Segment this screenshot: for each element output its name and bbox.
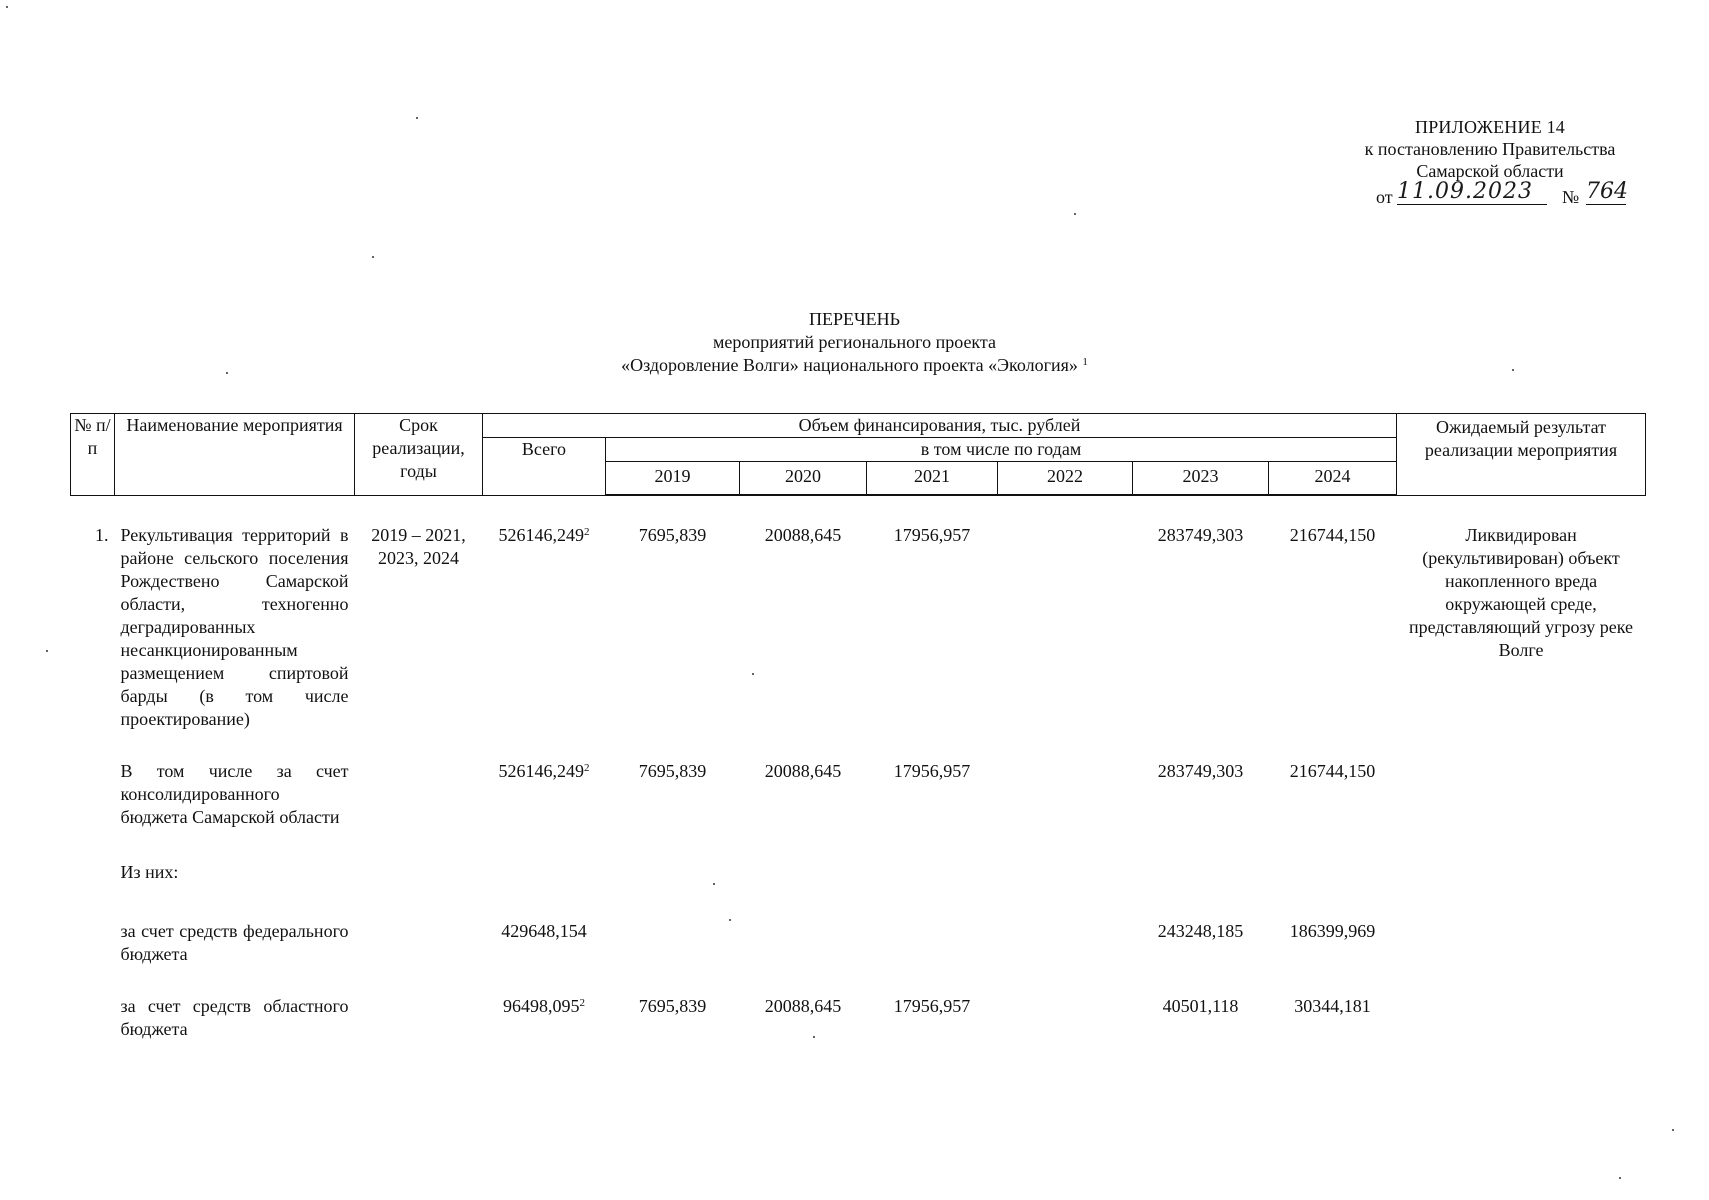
scan-speck: [46, 650, 48, 652]
header-num: № п/п: [71, 414, 115, 496]
decree-number: 764: [1586, 179, 1628, 204]
scan-speck: [416, 117, 418, 119]
row-2020: [740, 920, 867, 966]
row-name: Рекультивация территорий в районе сельского поселения Рождествено Самарской области, техногенно деградированных несанкционированным размещением спиртовой барды (в том числе проектирование): [120, 525, 349, 729]
row-2023: 283749,303: [1157, 525, 1244, 545]
row-index: [71, 760, 115, 829]
row-period: 2019 – 2021, 2023, 2024: [371, 525, 466, 568]
date-prefix: от: [1376, 187, 1393, 207]
table-row: [71, 524, 1646, 731]
row-index: [71, 861, 115, 884]
row-2022: [998, 861, 1133, 884]
appendix-label: ПРИЛОЖЕНИЕ 14: [1415, 117, 1565, 137]
row-2021: 17956,957: [893, 996, 971, 1016]
spacer: [71, 884, 1646, 920]
spacer: [71, 731, 1646, 760]
row-result: [1397, 995, 1646, 1041]
row-2019: 7695,839: [638, 761, 707, 781]
row-2022: [998, 760, 1133, 829]
row-2024: 30344,181: [1294, 996, 1371, 1016]
row-index: [71, 920, 115, 966]
row-2021: [867, 861, 998, 884]
table-row: [71, 995, 1646, 1041]
title-project: [0, 354, 1709, 377]
row-total: [483, 920, 606, 966]
row-2023: 283749,303: [1157, 761, 1244, 781]
row-name: за счет средств федерального бюджета: [120, 921, 349, 964]
row-total-footnote: 2: [584, 762, 590, 774]
row-total: [483, 861, 606, 884]
title-main: ПЕРЕЧЕНЬ: [808, 309, 901, 329]
row-2023: 40501,118: [1162, 996, 1239, 1016]
row-2022: [998, 524, 1133, 731]
row-2019: [606, 861, 740, 884]
scan-speck: [226, 372, 228, 374]
row-2020: 20088,645: [764, 761, 842, 781]
spacer: [71, 495, 1646, 524]
row-2020: [740, 861, 867, 884]
title-subtitle: мероприятий регионального проекта: [712, 332, 997, 352]
scan-speck: [729, 919, 731, 921]
row-period: [355, 995, 483, 1041]
header-funding: Объем финансирования, тыс. рублей: [483, 414, 1397, 438]
row-2024: 186399,969: [1289, 921, 1376, 941]
appendix-block: [1340, 116, 1640, 208]
row-total-value: 429648,154: [501, 921, 587, 941]
row-2019: 7695,839: [638, 996, 707, 1016]
row-index: [71, 995, 115, 1041]
scan-speck: [713, 883, 715, 885]
row-name: Из них:: [120, 862, 179, 882]
number-prefix: №: [1562, 187, 1580, 207]
row-2024: 216744,150: [1289, 761, 1376, 781]
row-result: [1397, 760, 1646, 829]
decree-date: 11.09.2023: [1397, 182, 1547, 205]
spacer: [71, 829, 1646, 861]
scan-speck: [1512, 369, 1514, 371]
appendix-decree-line: к постановлению Правительства: [1364, 139, 1616, 159]
title-project-text: «Оздоровление Волги» национального проекта «Экология»: [621, 355, 1078, 375]
row-2021: 17956,957: [893, 761, 971, 781]
document-title: [0, 308, 1709, 377]
row-2023: 243248,185: [1157, 921, 1244, 941]
table-row: [71, 760, 1646, 829]
scan-speck: [1672, 1129, 1674, 1131]
row-total: [483, 995, 606, 1041]
header-year-2023: 2023: [1133, 462, 1269, 496]
row-2021: 17956,957: [893, 525, 971, 545]
scan-speck: [1619, 1177, 1621, 1179]
measures-table: [70, 413, 1646, 1041]
row-total: [483, 524, 606, 731]
row-total-footnote: 2: [584, 526, 590, 538]
row-2022: [998, 995, 1133, 1041]
header-year-2020: 2020: [740, 462, 867, 496]
scan-speck: [372, 256, 374, 258]
row-period: [355, 861, 483, 884]
row-result: [1397, 920, 1646, 966]
title-footnote-mark: 1: [1082, 356, 1088, 368]
row-total-value: 526146,249: [498, 761, 584, 781]
header-by-years: в том числе по годам: [606, 438, 1397, 462]
row-total-value: 526146,249: [498, 525, 584, 545]
spacer: [71, 966, 1646, 995]
decree-date-number: [1340, 179, 1640, 208]
row-2024: [1269, 861, 1397, 884]
header-total: Всего: [483, 438, 606, 496]
header-name: Наименование мероприятия: [115, 414, 355, 496]
row-name: за счет средств областного бюджета: [120, 996, 349, 1039]
row-name: В том числе за счет консолидированного бюджета Самарской области: [120, 761, 349, 827]
row-total: [483, 760, 606, 829]
scan-speck: [6, 6, 8, 8]
row-2020: 20088,645: [764, 996, 842, 1016]
scan-speck: [1074, 213, 1076, 215]
row-total-value: 96498,095: [503, 996, 580, 1016]
row-2024: 216744,150: [1289, 525, 1376, 545]
table-row: [71, 920, 1646, 966]
header-year-2021: 2021: [867, 462, 998, 496]
scan-speck: [813, 1036, 815, 1038]
header-year-2019: 2019: [606, 462, 740, 496]
header-year-2024: 2024: [1269, 462, 1397, 496]
row-2019: 7695,839: [638, 525, 707, 545]
header-result: Ожидаемый результат реализации мероприятия: [1397, 414, 1646, 496]
row-2022: [998, 920, 1133, 966]
header-year-2022: 2022: [998, 462, 1133, 496]
row-total-footnote: 2: [579, 997, 585, 1009]
row-period: [355, 760, 483, 829]
row-result: Ликвидирован (рекультивирован) объект накопленного вреда окружающей среде, представляющий угрозу реке Волге: [1408, 525, 1634, 660]
row-2023: [1133, 861, 1269, 884]
row-2019: [606, 920, 740, 966]
table-row: [71, 861, 1646, 884]
scan-speck: [752, 673, 754, 675]
row-period: [355, 920, 483, 966]
row-result: [1397, 861, 1646, 884]
appendix-region-line: Самарской области: [1416, 161, 1564, 181]
header-period: Срок реализации, годы: [355, 414, 483, 496]
row-index: 1.: [95, 525, 109, 545]
row-2020: 20088,645: [764, 525, 842, 545]
row-2021: [867, 920, 998, 966]
